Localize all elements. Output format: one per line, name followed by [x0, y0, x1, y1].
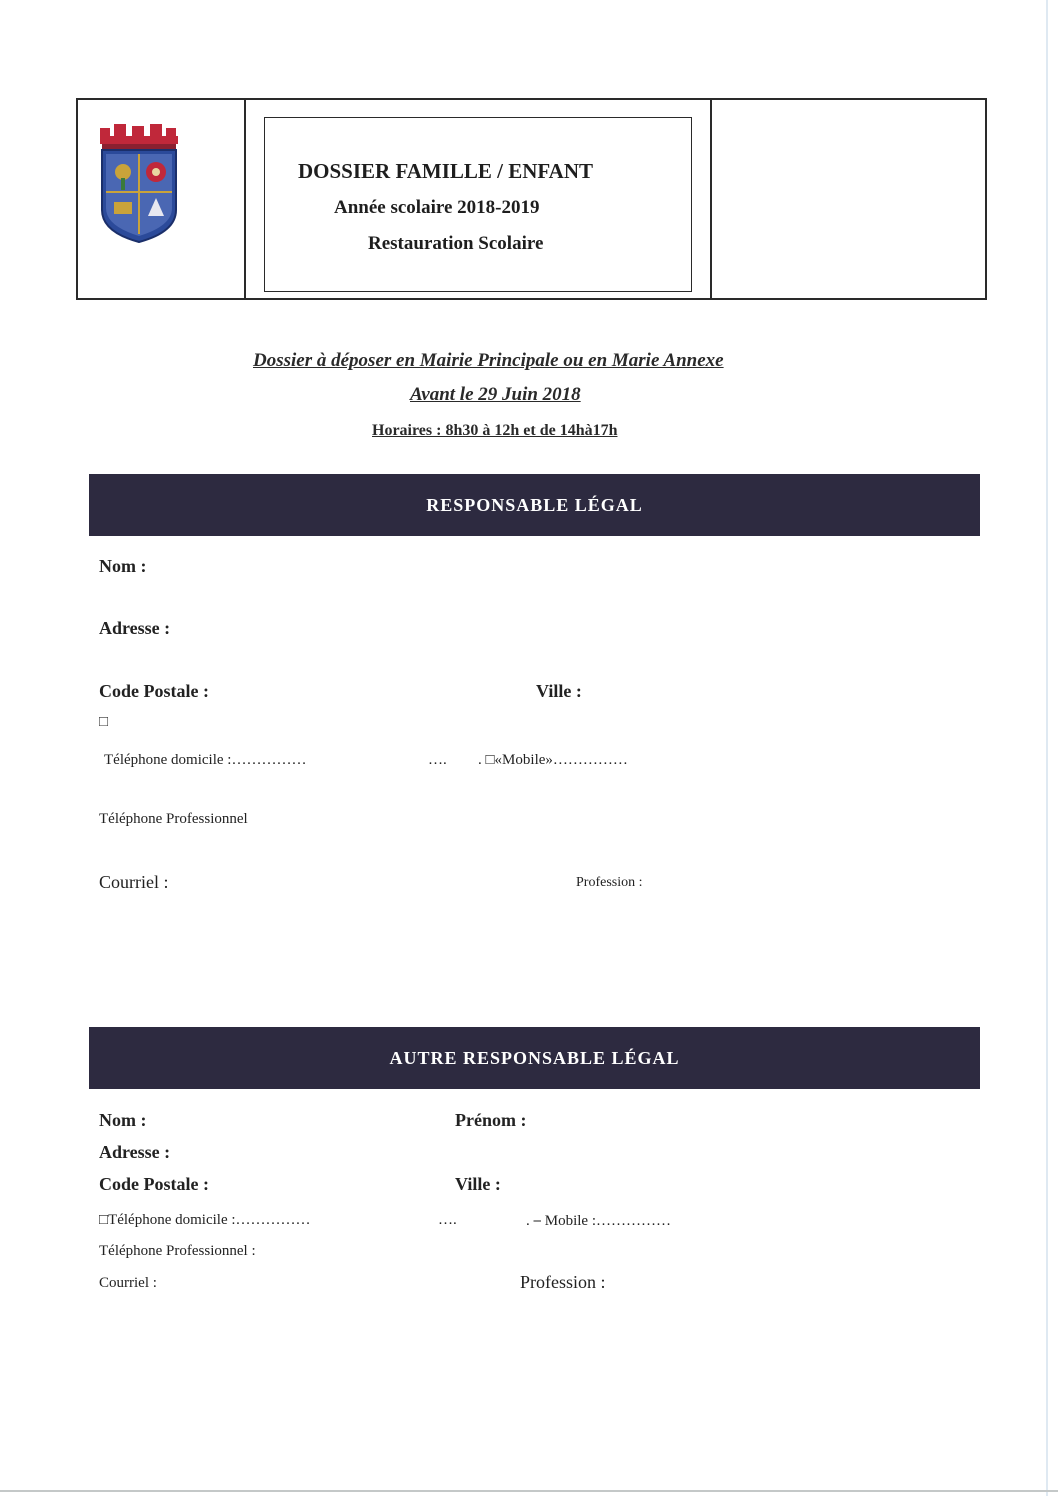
ville-label: Ville : [536, 681, 582, 701]
scan-edge-bottom [0, 1490, 1058, 1492]
section-header-autre-responsable-legal: AUTRE RESPONSABLE LÉGAL [89, 1027, 980, 1089]
telephone-professionnel-label-2: Téléphone Professionnel : [99, 1243, 256, 1259]
mobile-label-2: . ⎯ Mobile :…………… [526, 1213, 671, 1229]
code-postale-label-2: Code Postale : [99, 1174, 209, 1194]
nom-label: Nom : [99, 556, 147, 576]
service-name: Restauration Scolaire [368, 233, 544, 254]
header-divider-right [710, 98, 712, 300]
telephone-domicile-label-2: □Téléphone domicile :…………… [99, 1212, 311, 1228]
courriel-label-2: Courriel : [99, 1275, 157, 1291]
courriel-label: Courriel : [99, 872, 169, 892]
document-title: DOSSIER FAMILLE / ENFANT [298, 159, 594, 183]
profession-label-2: Profession : [520, 1272, 606, 1292]
deposit-instructions: Dossier à déposer en Mairie Principale ou en Marie Annexe [253, 350, 724, 371]
section-header-responsable-legal: RESPONSABLE LÉGAL [89, 474, 980, 536]
ville-label-2: Ville : [455, 1174, 501, 1194]
header-divider-left [244, 98, 246, 300]
school-year: Année scolaire 2018-2019 [334, 197, 540, 218]
town-crest-logo [96, 124, 182, 248]
prenom-label-2: Prénom : [455, 1110, 527, 1130]
scan-edge-right [1046, 0, 1048, 1496]
deadline: Avant le 29 Juin 2018 [410, 384, 581, 405]
checkbox-icon[interactable]: □ [99, 714, 109, 730]
office-hours: Horaires : 8h30 à 12h et de 14hà17h [372, 422, 618, 439]
adresse-label: Adresse : [99, 618, 171, 638]
adresse-label-2: Adresse : [99, 1142, 171, 1162]
telephone-domicile-label: Téléphone domicile :…………… [104, 752, 307, 768]
nom-label-2: Nom : [99, 1110, 147, 1130]
code-postale-label: Code Postale : [99, 681, 209, 701]
telephone-professionnel-label: Téléphone Professionnel [99, 811, 248, 827]
mobile-label: . □«Mobile»…………… [478, 752, 628, 768]
profession-label: Profession : [576, 875, 643, 890]
telephone-dots-2: …. [438, 1212, 457, 1228]
telephone-dots: …. [428, 752, 447, 768]
